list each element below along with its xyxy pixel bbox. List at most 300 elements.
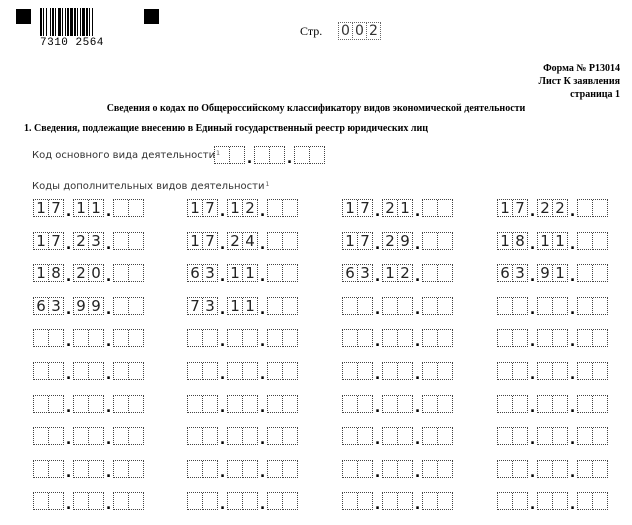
code-digit-cell[interactable]: [268, 363, 283, 380]
code-digit-cell[interactable]: [438, 200, 453, 217]
code-digit-cell[interactable]: [538, 493, 553, 510]
code-digit-cell[interactable]: 2: [398, 265, 413, 282]
code-digit-cell[interactable]: 6: [343, 265, 358, 282]
code-part[interactable]: [267, 460, 298, 478]
code-part[interactable]: [113, 362, 144, 380]
additional-code-field[interactable]: [187, 427, 298, 448]
code-part[interactable]: [382, 264, 413, 282]
code-part[interactable]: [537, 362, 568, 380]
code-digit-cell[interactable]: [283, 330, 298, 347]
code-digit-cell[interactable]: 1: [398, 200, 413, 217]
code-part[interactable]: [113, 460, 144, 478]
code-digit-cell[interactable]: [513, 363, 528, 380]
code-digit-cell[interactable]: [114, 493, 129, 510]
additional-code-field[interactable]: [33, 297, 144, 318]
code-part[interactable]: [33, 362, 64, 380]
code-part[interactable]: [577, 362, 608, 380]
code-digit-cell[interactable]: [114, 396, 129, 413]
code-digit-cell[interactable]: [129, 298, 144, 315]
code-digit-cell[interactable]: [228, 330, 243, 347]
code-part[interactable]: [187, 395, 218, 413]
code-digit-cell[interactable]: 9: [538, 265, 553, 282]
code-digit-cell[interactable]: 7: [49, 200, 64, 217]
code-part[interactable]: [382, 362, 413, 380]
additional-code-field[interactable]: [497, 460, 608, 481]
code-part[interactable]: [33, 264, 64, 282]
code-digit-cell[interactable]: 7: [203, 200, 218, 217]
code-part[interactable]: [113, 427, 144, 445]
code-part[interactable]: [537, 329, 568, 347]
code-digit-cell[interactable]: [538, 298, 553, 315]
code-digit-cell[interactable]: [438, 493, 453, 510]
code-digit-cell[interactable]: [398, 493, 413, 510]
code-digit-cell[interactable]: [438, 461, 453, 478]
code-digit-cell[interactable]: [114, 265, 129, 282]
code-digit-cell[interactable]: [538, 461, 553, 478]
code-digit-cell[interactable]: [114, 363, 129, 380]
additional-code-field[interactable]: [187, 199, 298, 220]
additional-code-field[interactable]: [33, 427, 144, 448]
code-digit-cell[interactable]: [243, 428, 258, 445]
code-digit-cell[interactable]: [358, 461, 373, 478]
code-digit-cell[interactable]: 7: [49, 233, 64, 250]
code-digit-cell[interactable]: [438, 298, 453, 315]
code-part[interactable]: [577, 329, 608, 347]
code-digit-cell[interactable]: [34, 396, 49, 413]
additional-code-field[interactable]: [497, 199, 608, 220]
code-digit-cell[interactable]: 3: [203, 298, 218, 315]
code-digit-cell[interactable]: [553, 493, 568, 510]
code-part[interactable]: [187, 199, 218, 217]
code-digit-cell[interactable]: [283, 461, 298, 478]
code-digit-cell[interactable]: 1: [89, 200, 104, 217]
code-digit-cell[interactable]: [228, 461, 243, 478]
code-part[interactable]: [577, 460, 608, 478]
code-digit-cell[interactable]: [593, 493, 608, 510]
code-digit-cell[interactable]: [383, 330, 398, 347]
code-digit-cell[interactable]: [129, 265, 144, 282]
code-digit-cell[interactable]: 0: [89, 265, 104, 282]
code-part[interactable]: [537, 232, 568, 250]
code-digit-cell[interactable]: [593, 396, 608, 413]
code-part[interactable]: [187, 232, 218, 250]
code-digit-cell[interactable]: [34, 363, 49, 380]
code-part[interactable]: [73, 264, 104, 282]
code-part[interactable]: [497, 329, 528, 347]
code-part[interactable]: [422, 264, 453, 282]
code-digit-cell[interactable]: 1: [228, 200, 243, 217]
additional-code-field[interactable]: [342, 492, 453, 513]
code-digit-cell[interactable]: 1: [243, 298, 258, 315]
additional-code-field[interactable]: [342, 199, 453, 220]
code-digit-cell[interactable]: 7: [513, 200, 528, 217]
additional-code-field[interactable]: [187, 297, 298, 318]
code-digit-cell[interactable]: [74, 428, 89, 445]
code-part[interactable]: [73, 492, 104, 510]
code-digit-cell[interactable]: [423, 428, 438, 445]
code-part[interactable]: [497, 395, 528, 413]
code-digit-cell[interactable]: [398, 461, 413, 478]
code-digit-cell[interactable]: [553, 363, 568, 380]
code-digit-cell[interactable]: [593, 298, 608, 315]
code-part[interactable]: [227, 395, 258, 413]
code-part[interactable]: [342, 297, 373, 315]
code-digit-cell[interactable]: [243, 493, 258, 510]
code-part[interactable]: [537, 297, 568, 315]
code-digit-cell[interactable]: [129, 461, 144, 478]
code-part[interactable]: [113, 199, 144, 217]
code-digit-cell[interactable]: [268, 428, 283, 445]
code-digit-cell[interactable]: [283, 200, 298, 217]
additional-code-field[interactable]: [497, 264, 608, 285]
code-digit-cell[interactable]: [423, 298, 438, 315]
additional-code-field[interactable]: [33, 395, 144, 416]
code-part[interactable]: [73, 460, 104, 478]
code-part[interactable]: [382, 232, 413, 250]
code-digit-cell[interactable]: [383, 298, 398, 315]
code-digit-cell[interactable]: 9: [398, 233, 413, 250]
code-digit-cell[interactable]: [358, 428, 373, 445]
code-digit-cell[interactable]: [578, 396, 593, 413]
code-digit-cell[interactable]: 2: [383, 233, 398, 250]
code-part[interactable]: [497, 297, 528, 315]
code-part[interactable]: [422, 427, 453, 445]
code-digit-cell[interactable]: [203, 428, 218, 445]
code-digit-cell[interactable]: [383, 396, 398, 413]
additional-code-field[interactable]: [342, 460, 453, 481]
code-part[interactable]: [227, 460, 258, 478]
code-part[interactable]: [187, 297, 218, 315]
code-digit-cell[interactable]: [538, 363, 553, 380]
additional-code-field[interactable]: [33, 199, 144, 220]
code-digit-cell[interactable]: 6: [188, 265, 203, 282]
code-digit-cell[interactable]: [215, 147, 230, 164]
code-part[interactable]: [382, 395, 413, 413]
code-digit-cell[interactable]: [538, 428, 553, 445]
code-digit-cell[interactable]: [188, 493, 203, 510]
additional-code-field[interactable]: [33, 329, 144, 350]
code-digit-cell[interactable]: [283, 298, 298, 315]
code-digit-cell[interactable]: [358, 330, 373, 347]
code-part[interactable]: [382, 297, 413, 315]
code-digit-cell[interactable]: [243, 330, 258, 347]
code-digit-cell[interactable]: [203, 363, 218, 380]
code-digit-cell[interactable]: [268, 396, 283, 413]
code-digit-cell[interactable]: [538, 396, 553, 413]
code-digit-cell[interactable]: [129, 396, 144, 413]
code-digit-cell[interactable]: 1: [74, 200, 89, 217]
additional-code-field[interactable]: [187, 232, 298, 253]
code-digit-cell[interactable]: [578, 200, 593, 217]
code-digit-cell[interactable]: [578, 461, 593, 478]
additional-code-field[interactable]: [497, 329, 608, 350]
code-part[interactable]: [33, 199, 64, 217]
code-digit-cell[interactable]: [438, 265, 453, 282]
code-digit-cell[interactable]: [89, 493, 104, 510]
code-digit-cell[interactable]: [34, 461, 49, 478]
code-part[interactable]: [342, 427, 373, 445]
code-digit-cell[interactable]: [310, 147, 325, 164]
code-part[interactable]: [73, 362, 104, 380]
additional-code-field[interactable]: [187, 460, 298, 481]
code-digit-cell[interactable]: [188, 461, 203, 478]
code-digit-cell[interactable]: 2: [553, 200, 568, 217]
code-part[interactable]: [577, 297, 608, 315]
code-part[interactable]: [187, 492, 218, 510]
page-number-field[interactable]: [338, 22, 380, 40]
code-digit-cell[interactable]: 3: [358, 265, 373, 282]
code-digit-cell[interactable]: 1: [34, 265, 49, 282]
code-part[interactable]: [113, 492, 144, 510]
code-part[interactable]: [227, 264, 258, 282]
code-digit-cell[interactable]: [49, 330, 64, 347]
code-part[interactable]: [577, 492, 608, 510]
code-digit-cell[interactable]: 1: [553, 233, 568, 250]
code-digit-cell[interactable]: [553, 461, 568, 478]
code-digit-cell[interactable]: 7: [188, 298, 203, 315]
code-part[interactable]: [577, 199, 608, 217]
code-digit-cell[interactable]: [295, 147, 310, 164]
code-digit-cell[interactable]: [343, 493, 358, 510]
additional-code-field[interactable]: [33, 492, 144, 513]
code-part[interactable]: [422, 329, 453, 347]
page-digit-cell[interactable]: 2: [366, 22, 381, 40]
code-digit-cell[interactable]: [423, 233, 438, 250]
code-part[interactable]: [73, 232, 104, 250]
code-part[interactable]: [422, 362, 453, 380]
code-part[interactable]: [113, 329, 144, 347]
code-digit-cell[interactable]: 1: [188, 233, 203, 250]
code-digit-cell[interactable]: [188, 330, 203, 347]
code-digit-cell[interactable]: [498, 428, 513, 445]
code-digit-cell[interactable]: [438, 233, 453, 250]
code-digit-cell[interactable]: [188, 428, 203, 445]
page-digit-cell[interactable]: 0: [352, 22, 367, 40]
code-part[interactable]: [227, 199, 258, 217]
code-digit-cell[interactable]: 7: [358, 233, 373, 250]
code-digit-cell[interactable]: 6: [498, 265, 513, 282]
code-digit-cell[interactable]: 1: [343, 200, 358, 217]
code-digit-cell[interactable]: [498, 396, 513, 413]
code-digit-cell[interactable]: [553, 428, 568, 445]
code-part[interactable]: [227, 329, 258, 347]
code-digit-cell[interactable]: 1: [538, 233, 553, 250]
code-digit-cell[interactable]: 2: [228, 233, 243, 250]
code-part[interactable]: [342, 329, 373, 347]
code-digit-cell[interactable]: 1: [228, 265, 243, 282]
code-part[interactable]: [497, 232, 528, 250]
code-digit-cell[interactable]: [89, 461, 104, 478]
code-part[interactable]: [33, 329, 64, 347]
code-digit-cell[interactable]: [114, 298, 129, 315]
page-digit-cell[interactable]: 0: [338, 22, 353, 40]
code-digit-cell[interactable]: [498, 298, 513, 315]
code-digit-cell[interactable]: 2: [383, 200, 398, 217]
code-digit-cell[interactable]: [513, 396, 528, 413]
code-digit-cell[interactable]: [423, 493, 438, 510]
code-part[interactable]: [73, 199, 104, 217]
code-digit-cell[interactable]: 4: [243, 233, 258, 250]
code-part[interactable]: [254, 146, 285, 164]
code-part[interactable]: [422, 395, 453, 413]
code-digit-cell[interactable]: [513, 428, 528, 445]
code-digit-cell[interactable]: [513, 493, 528, 510]
additional-code-field[interactable]: [342, 362, 453, 383]
code-part[interactable]: [342, 264, 373, 282]
code-digit-cell[interactable]: [203, 330, 218, 347]
code-part[interactable]: [113, 297, 144, 315]
code-digit-cell[interactable]: 9: [89, 298, 104, 315]
code-digit-cell[interactable]: [513, 298, 528, 315]
code-digit-cell[interactable]: [243, 363, 258, 380]
code-digit-cell[interactable]: [578, 265, 593, 282]
code-digit-cell[interactable]: [268, 200, 283, 217]
code-digit-cell[interactable]: [268, 330, 283, 347]
code-part[interactable]: [342, 199, 373, 217]
code-digit-cell[interactable]: [578, 330, 593, 347]
code-part[interactable]: [227, 492, 258, 510]
additional-code-field[interactable]: [342, 232, 453, 253]
code-digit-cell[interactable]: [358, 493, 373, 510]
code-part[interactable]: [382, 199, 413, 217]
code-digit-cell[interactable]: [114, 330, 129, 347]
code-digit-cell[interactable]: 1: [34, 200, 49, 217]
code-digit-cell[interactable]: [203, 396, 218, 413]
code-digit-cell[interactable]: [228, 363, 243, 380]
code-part[interactable]: [537, 395, 568, 413]
code-digit-cell[interactable]: 8: [513, 233, 528, 250]
additional-code-field[interactable]: [33, 460, 144, 481]
code-digit-cell[interactable]: [398, 396, 413, 413]
code-part[interactable]: [422, 232, 453, 250]
code-part[interactable]: [267, 264, 298, 282]
additional-code-field[interactable]: [497, 297, 608, 318]
additional-code-field[interactable]: [497, 232, 608, 253]
code-digit-cell[interactable]: [438, 428, 453, 445]
code-part[interactable]: [422, 492, 453, 510]
code-digit-cell[interactable]: [188, 396, 203, 413]
code-digit-cell[interactable]: [283, 396, 298, 413]
code-digit-cell[interactable]: [343, 330, 358, 347]
code-digit-cell[interactable]: [49, 363, 64, 380]
additional-code-field[interactable]: [342, 264, 453, 285]
code-part[interactable]: [267, 199, 298, 217]
code-digit-cell[interactable]: 1: [498, 233, 513, 250]
code-digit-cell[interactable]: [513, 330, 528, 347]
code-digit-cell[interactable]: [398, 298, 413, 315]
code-part[interactable]: [382, 427, 413, 445]
code-digit-cell[interactable]: [114, 200, 129, 217]
code-digit-cell[interactable]: 1: [228, 298, 243, 315]
code-digit-cell[interactable]: [228, 428, 243, 445]
code-digit-cell[interactable]: [49, 396, 64, 413]
code-digit-cell[interactable]: 2: [538, 200, 553, 217]
code-digit-cell[interactable]: [283, 233, 298, 250]
code-digit-cell[interactable]: [268, 233, 283, 250]
code-digit-cell[interactable]: [89, 396, 104, 413]
code-digit-cell[interactable]: [129, 233, 144, 250]
code-part[interactable]: [342, 395, 373, 413]
code-digit-cell[interactable]: [283, 265, 298, 282]
code-digit-cell[interactable]: [34, 330, 49, 347]
code-part[interactable]: [33, 395, 64, 413]
code-digit-cell[interactable]: [228, 493, 243, 510]
code-part[interactable]: [577, 395, 608, 413]
code-digit-cell[interactable]: [423, 396, 438, 413]
code-part[interactable]: [33, 460, 64, 478]
code-digit-cell[interactable]: 6: [34, 298, 49, 315]
code-digit-cell[interactable]: [593, 330, 608, 347]
additional-code-field[interactable]: [187, 264, 298, 285]
code-part[interactable]: [497, 362, 528, 380]
code-digit-cell[interactable]: [343, 461, 358, 478]
additional-code-field[interactable]: [497, 362, 608, 383]
code-part[interactable]: [267, 362, 298, 380]
code-part[interactable]: [577, 264, 608, 282]
code-digit-cell[interactable]: [129, 330, 144, 347]
code-digit-cell[interactable]: [34, 428, 49, 445]
code-digit-cell[interactable]: [593, 233, 608, 250]
code-digit-cell[interactable]: 1: [383, 265, 398, 282]
code-part[interactable]: [382, 329, 413, 347]
additional-code-field[interactable]: [497, 395, 608, 416]
additional-code-field[interactable]: [33, 362, 144, 383]
code-digit-cell[interactable]: [398, 330, 413, 347]
code-digit-cell[interactable]: [593, 363, 608, 380]
code-digit-cell[interactable]: [49, 461, 64, 478]
additional-code-field[interactable]: [187, 362, 298, 383]
code-digit-cell[interactable]: [74, 363, 89, 380]
code-digit-cell[interactable]: [358, 298, 373, 315]
code-digit-cell[interactable]: [438, 396, 453, 413]
additional-code-field[interactable]: [187, 329, 298, 350]
code-digit-cell[interactable]: [34, 493, 49, 510]
main-code[interactable]: [214, 146, 325, 167]
code-part[interactable]: [214, 146, 245, 164]
code-part[interactable]: [537, 492, 568, 510]
code-digit-cell[interactable]: [423, 265, 438, 282]
code-digit-cell[interactable]: [593, 461, 608, 478]
code-part[interactable]: [342, 460, 373, 478]
code-digit-cell[interactable]: [343, 428, 358, 445]
code-part[interactable]: [187, 460, 218, 478]
code-digit-cell[interactable]: 1: [188, 200, 203, 217]
code-part[interactable]: [73, 297, 104, 315]
code-part[interactable]: [33, 427, 64, 445]
code-part[interactable]: [227, 362, 258, 380]
code-digit-cell[interactable]: 9: [74, 298, 89, 315]
code-part[interactable]: [382, 492, 413, 510]
code-digit-cell[interactable]: [398, 363, 413, 380]
code-digit-cell[interactable]: [593, 200, 608, 217]
code-part[interactable]: [422, 297, 453, 315]
code-digit-cell[interactable]: [553, 298, 568, 315]
code-part[interactable]: [33, 232, 64, 250]
code-part[interactable]: [73, 427, 104, 445]
code-digit-cell[interactable]: [283, 363, 298, 380]
code-part[interactable]: [342, 492, 373, 510]
code-digit-cell[interactable]: [129, 493, 144, 510]
code-digit-cell[interactable]: [358, 363, 373, 380]
code-digit-cell[interactable]: [343, 396, 358, 413]
code-digit-cell[interactable]: 2: [74, 233, 89, 250]
code-part[interactable]: [267, 329, 298, 347]
code-part[interactable]: [113, 395, 144, 413]
code-digit-cell[interactable]: [593, 265, 608, 282]
code-digit-cell[interactable]: 3: [89, 233, 104, 250]
code-part[interactable]: [113, 232, 144, 250]
additional-code-field[interactable]: [187, 492, 298, 513]
